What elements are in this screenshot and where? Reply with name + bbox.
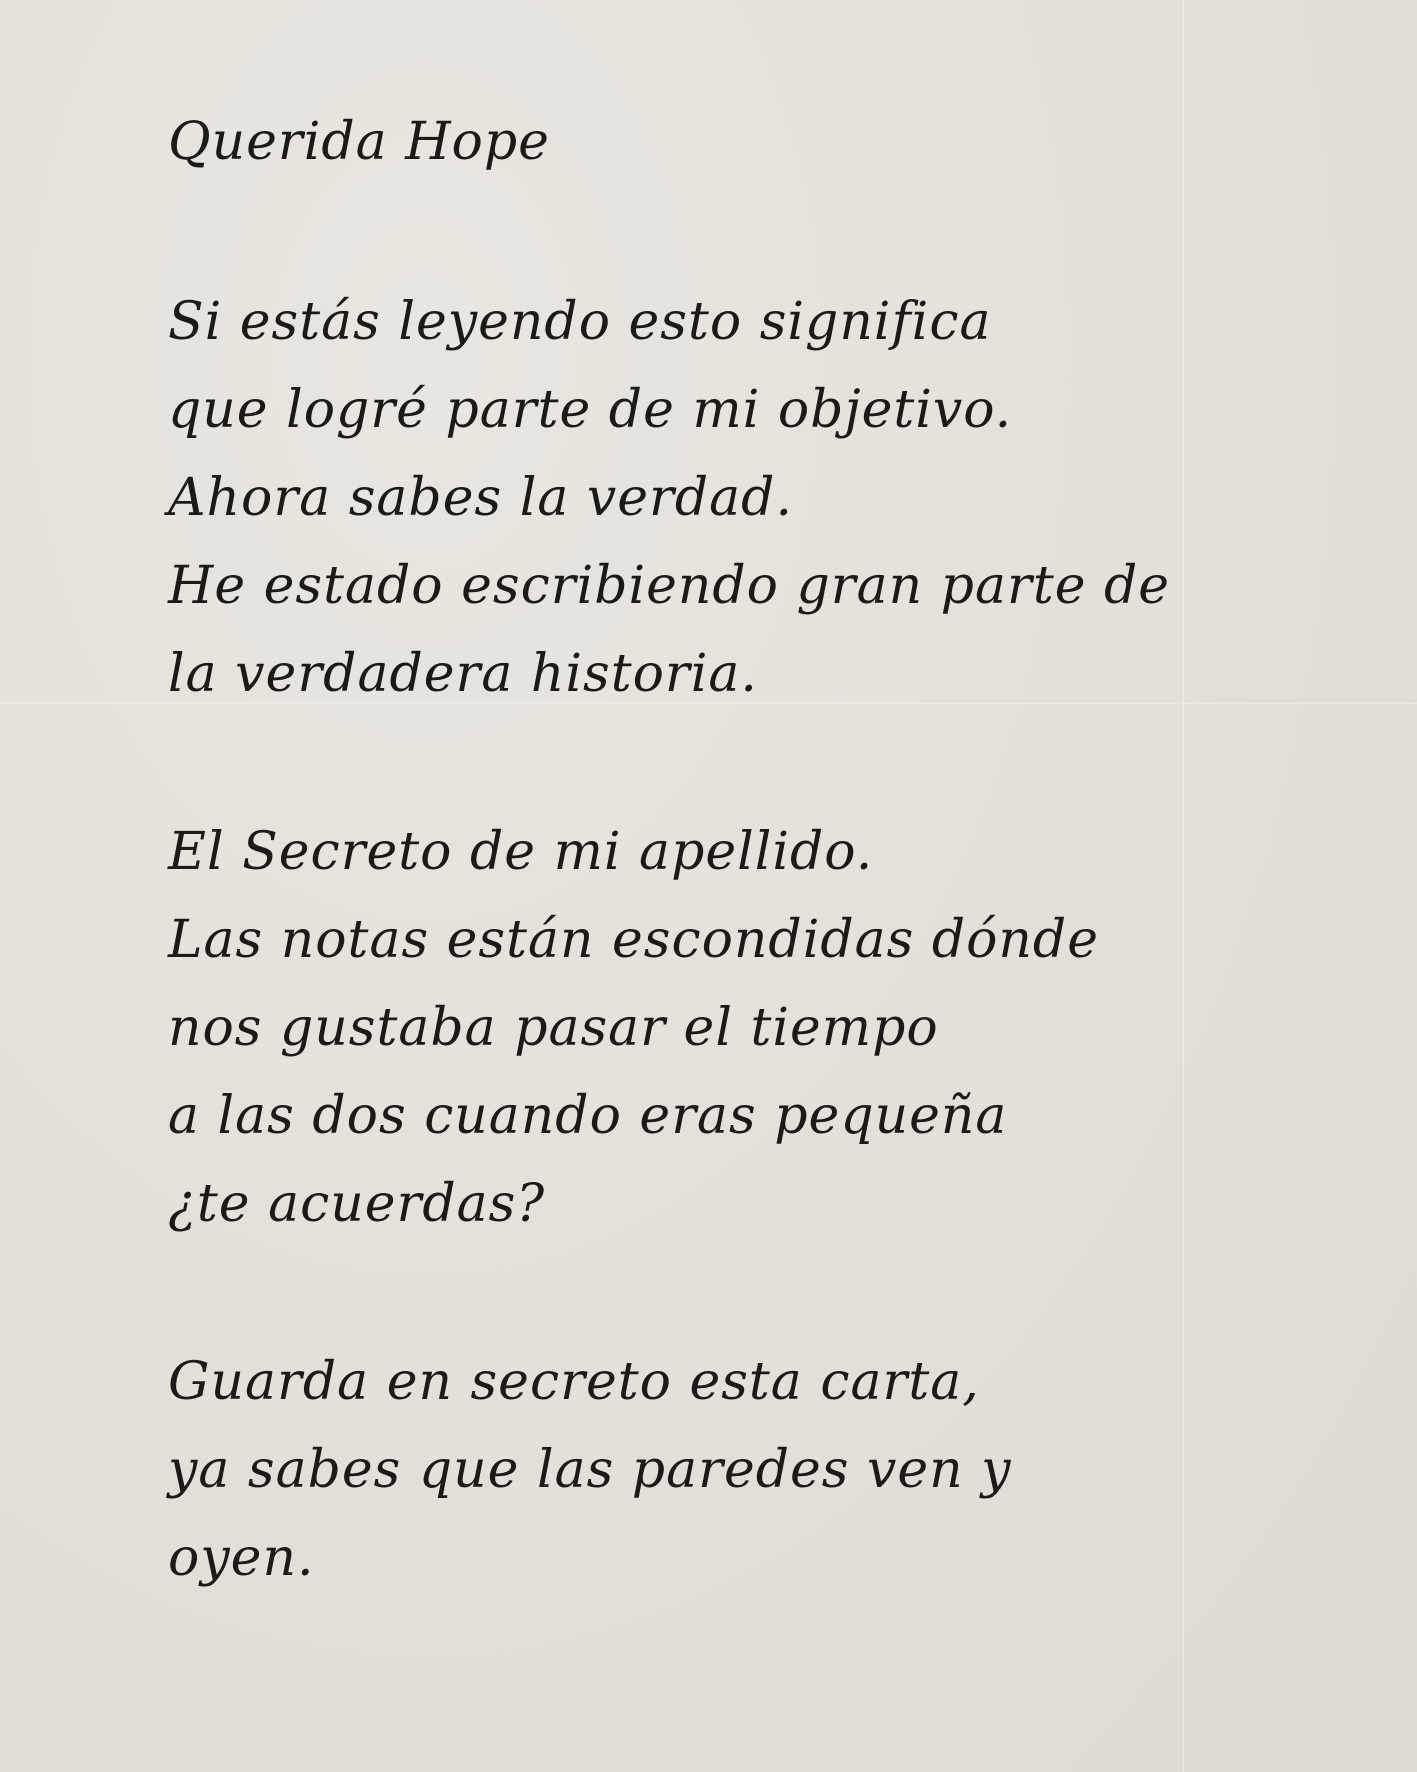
letter-line: Ahora sabes la verdad. — [168, 468, 793, 528]
paragraph-gap — [168, 188, 1318, 278]
paragraph-gap — [168, 1248, 1318, 1338]
letter-line: a las dos cuando eras pequeña — [168, 1086, 1008, 1146]
letter-line: Las notas están escondidas dónde — [168, 910, 1099, 970]
letter-line: que logré parte de mi objetivo. — [168, 380, 1013, 440]
letter-paragraph-3 — [168, 1338, 1318, 1602]
letter-line: ¿te acuerdas? — [168, 1174, 546, 1234]
letter-line: ya sabes que las paredes ven y — [168, 1440, 1012, 1500]
letter-paragraph-1 — [168, 278, 1318, 718]
handwritten-letter — [168, 96, 1318, 1602]
letter-line: Si estás leyendo esto significa — [168, 292, 992, 352]
letter-line: oyen. — [168, 1528, 315, 1588]
letter-greeting: Querida Hope — [168, 112, 550, 172]
paragraph-gap — [168, 718, 1318, 808]
letter-line: Guarda en secreto esta carta, — [168, 1352, 980, 1412]
letter-line: He estado escribiendo gran parte de — [168, 556, 1171, 616]
letter-line: nos gustaba pasar el tiempo — [168, 998, 939, 1058]
letter-line: la verdadera historia. — [168, 644, 758, 704]
letter-paragraph-2 — [168, 808, 1318, 1248]
letter-line: El Secreto de mi apellido. — [168, 822, 874, 882]
